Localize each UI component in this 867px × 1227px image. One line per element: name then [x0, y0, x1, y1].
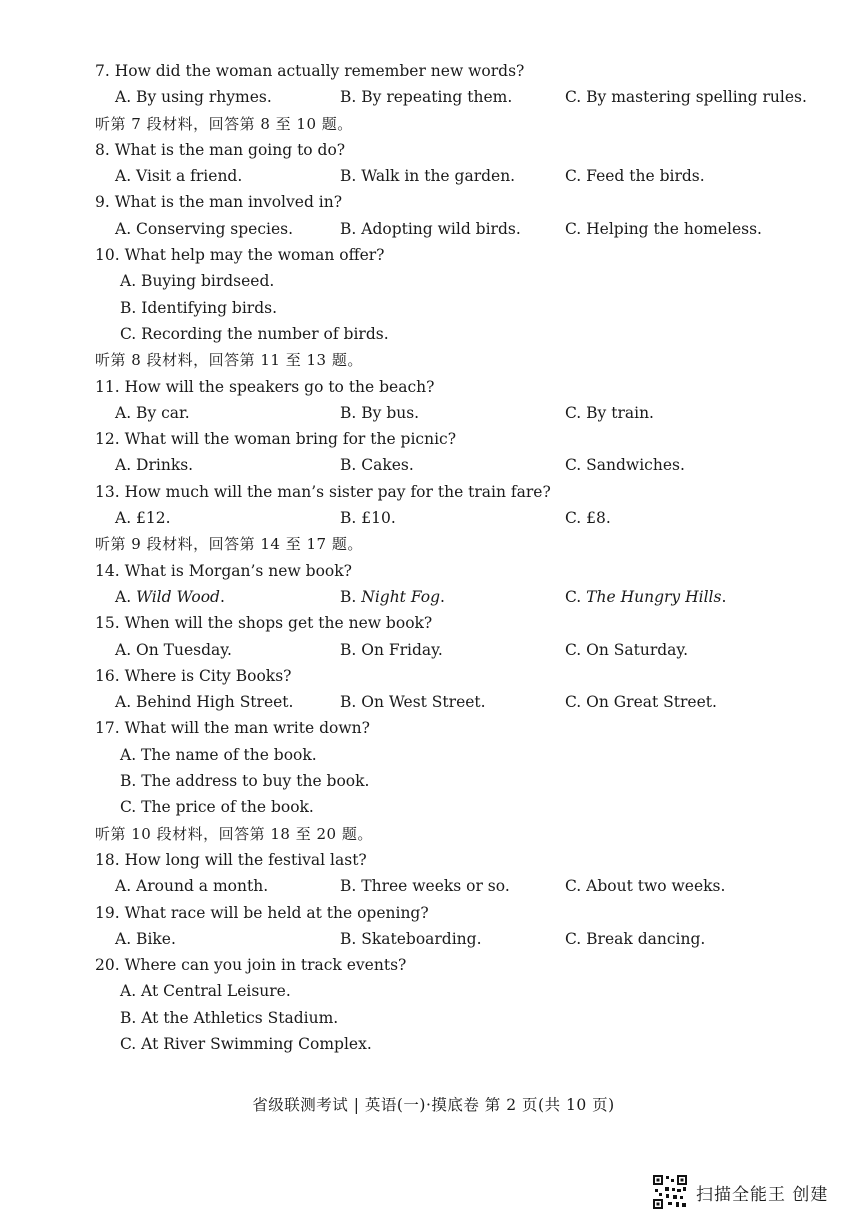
answer-option — [115, 400, 190, 426]
answer-option: B. The address to buy the book. — [120, 772, 370, 791]
answer-option-text: B. Cakes. — [340, 456, 414, 475]
answer-option — [115, 216, 293, 242]
answer-option-text: B. £10. — [340, 509, 396, 528]
answer-option — [340, 689, 486, 715]
answer-option-text: C. Helping the homeless. — [565, 219, 762, 238]
answer-option — [340, 505, 396, 531]
scanner-watermark — [652, 1172, 828, 1212]
answer-option-text: . — [219, 587, 225, 606]
answer-option — [340, 873, 510, 899]
answer-option-text: A. Conserving species. — [115, 219, 294, 238]
question-stem: 17. What will the man write down? — [95, 719, 370, 738]
answer-option-text: A. Drinks. — [115, 456, 194, 475]
answer-options — [95, 216, 815, 242]
answer-option-text: C. About two weeks. — [565, 877, 726, 896]
answer-option — [115, 505, 171, 531]
answer-option-text: C. Break dancing. — [565, 929, 706, 948]
answer-option — [565, 873, 725, 899]
question-stem: 12. What will the woman bring for the picnic? — [95, 430, 457, 449]
answer-option — [115, 584, 225, 610]
question-stem: 9. What is the man involved in? — [95, 193, 343, 212]
section-instruction: 听第 10 段材料，回答第 18 至 20 题。 — [95, 824, 373, 843]
section-instruction: 听第 8 段材料，回答第 11 至 13 题。 — [95, 351, 363, 370]
question-stem: 20. Where can you join in track events? — [95, 956, 407, 975]
section-instruction: 听第 7 段材料，回答第 8 至 10 题。 — [95, 114, 353, 133]
answer-options — [95, 452, 815, 478]
answer-option — [565, 584, 726, 610]
answer-option-text: B. By bus. — [340, 403, 420, 422]
answer-option: A. At Central Leisure. — [120, 982, 291, 1001]
question-stem: 15. When will the shops get the new book? — [95, 614, 433, 633]
answer-option — [115, 452, 193, 478]
question-stem: 10. What help may the woman offer? — [95, 246, 385, 265]
answer-option-text: Wild Wood — [136, 587, 220, 606]
answer-option-text: The Hungry Hills — [586, 587, 722, 606]
section-instruction: 听第 9 段材料，回答第 14 至 17 题。 — [95, 535, 363, 554]
scanner-watermark-text: 扫描全能王 创建 — [696, 1184, 829, 1205]
answer-option-text: A. Around a month. — [115, 877, 269, 896]
answer-options — [95, 400, 815, 426]
answer-option-text: B. Adopting wild birds. — [340, 219, 521, 238]
answer-option — [565, 400, 654, 426]
answer-option — [115, 926, 176, 952]
answer-option: A. The name of the book. — [120, 745, 317, 764]
question-stem: 19. What race will be held at the opening? — [95, 903, 429, 922]
answer-option-text: A. On Tuesday. — [115, 640, 232, 659]
answer-option-text: C. On Great Street. — [565, 693, 717, 712]
answer-option-text: B. By repeating them. — [340, 88, 513, 107]
answer-option — [565, 84, 807, 110]
answer-option — [115, 873, 268, 899]
answer-option — [340, 400, 419, 426]
answer-option — [565, 637, 688, 663]
answer-option: B. Identifying birds. — [120, 298, 278, 317]
answer-option — [565, 216, 762, 242]
qr-code-icon — [652, 1174, 688, 1210]
answer-option-text: A. — [115, 587, 137, 606]
answer-options — [95, 505, 815, 531]
answer-option-text: C. Feed the birds. — [565, 167, 705, 186]
question-stem: 13. How much will the man’s sister pay for the train fare? — [95, 482, 551, 501]
answer-option — [565, 163, 705, 189]
answer-option-text: Night Fog — [361, 587, 440, 606]
answer-options — [95, 637, 815, 663]
answer-option-text: B. Three weeks or so. — [340, 877, 510, 896]
answer-option-text: . — [721, 587, 727, 606]
answer-option — [115, 163, 242, 189]
answer-option-text: B. — [340, 587, 362, 606]
answer-option — [115, 637, 232, 663]
answer-options — [95, 584, 815, 610]
answer-option-text: C. By train. — [565, 403, 654, 422]
question-stem: 11. How will the speakers go to the beach? — [95, 377, 435, 396]
answer-option-text: A. By using rhymes. — [115, 88, 272, 107]
answer-option-text: A. By car. — [115, 403, 190, 422]
answer-option-text: C. £8. — [565, 509, 611, 528]
page-footer: 省级联测考试 | 英语(一)·摸底卷 第 2 页(共 10 页) — [252, 1096, 615, 1114]
answer-option — [340, 926, 482, 952]
answer-option — [565, 505, 611, 531]
answer-option — [340, 584, 445, 610]
answer-option — [565, 689, 717, 715]
answer-option — [115, 689, 293, 715]
question-stem: 8. What is the man going to do? — [95, 140, 346, 159]
answer-option-text: A. £12. — [115, 509, 171, 528]
answer-option — [340, 84, 512, 110]
answer-option — [115, 84, 272, 110]
answer-option-text: C. — [565, 587, 587, 606]
answer-option — [340, 452, 414, 478]
answer-option-text: B. Skateboarding. — [340, 929, 482, 948]
question-stem: 16. Where is City Books? — [95, 666, 292, 685]
answer-option-text: B. On Friday. — [340, 640, 443, 659]
answer-option: C. The price of the book. — [120, 798, 314, 817]
answer-option-text: B. Walk in the garden. — [340, 167, 516, 186]
answer-option — [340, 216, 521, 242]
answer-option-text: A. Behind High Street. — [115, 693, 294, 712]
answer-option — [340, 163, 515, 189]
answer-option-text: A. Bike. — [115, 929, 176, 948]
answer-options — [95, 689, 815, 715]
answer-option: B. At the Athletics Stadium. — [120, 1008, 339, 1027]
question-list — [95, 58, 815, 1057]
answer-option — [565, 452, 685, 478]
answer-options — [95, 873, 815, 899]
answer-option-text: A. Visit a friend. — [115, 167, 243, 186]
answer-option-text: C. By mastering spelling rules. — [565, 88, 807, 107]
answer-option: C. Recording the number of birds. — [120, 324, 389, 343]
answer-option — [565, 926, 705, 952]
answer-option-text: C. Sandwiches. — [565, 456, 685, 475]
question-stem: 18. How long will the festival last? — [95, 850, 367, 869]
answer-option-text: B. On West Street. — [340, 693, 486, 712]
answer-option-text: . — [440, 587, 445, 606]
answer-option: C. At River Swimming Complex. — [120, 1034, 372, 1053]
question-stem: 14. What is Morgan’s new book? — [95, 561, 352, 580]
answer-option — [340, 637, 443, 663]
answer-option: A. Buying birdseed. — [120, 272, 275, 291]
answer-options — [95, 84, 815, 110]
answer-options — [95, 163, 815, 189]
answer-options — [95, 926, 815, 952]
answer-option-text: C. On Saturday. — [565, 640, 689, 659]
question-stem: 7. How did the woman actually remember new words? — [95, 62, 525, 80]
